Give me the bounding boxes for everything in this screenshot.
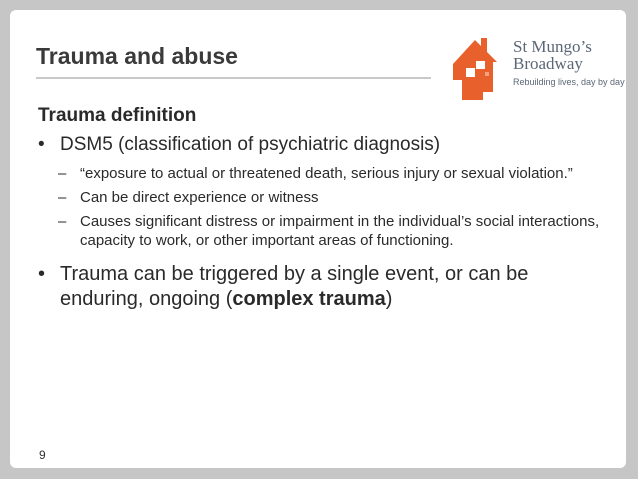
dash-marker: – bbox=[58, 213, 67, 230]
page-number: 9 bbox=[39, 448, 46, 462]
sub-bullet-experience bbox=[38, 188, 613, 207]
slide bbox=[10, 10, 626, 468]
sub-bullet-text: Can be direct experience or witness bbox=[80, 189, 319, 206]
sub-bullet-distress bbox=[38, 212, 613, 250]
slide-body bbox=[38, 105, 613, 320]
bullet-triggered bbox=[38, 262, 613, 312]
sub-bullet-exposure bbox=[38, 164, 613, 183]
logo-name-line2: Broadway bbox=[513, 54, 583, 73]
complex-trauma-emphasis: complex trauma bbox=[232, 288, 386, 310]
title-divider bbox=[36, 77, 431, 79]
dash-marker: – bbox=[58, 165, 67, 182]
sub-bullet-text: “exposure to actual or threatened death, serious injury or sexual violation.” bbox=[80, 165, 573, 182]
bullet-marker: • bbox=[38, 134, 45, 155]
sub-bullet-text: Causes significant distress or impairment in the individual’s social interactions, capacity to work, or other important areas of functioning. bbox=[80, 213, 600, 249]
bullet-text-pre: Trauma can be triggered by a single event, or can be enduring, ongoing ( bbox=[60, 263, 529, 310]
bullet-text-post: ) bbox=[385, 288, 393, 310]
slide-title: Trauma and abuse bbox=[36, 43, 238, 69]
dash-marker: – bbox=[58, 189, 67, 206]
logo-tagline: Rebuilding lives, day by day bbox=[513, 77, 625, 87]
bullet-text: DSM5 (classification of psychiatric diagnosis) bbox=[60, 134, 441, 155]
bullet-dsm5 bbox=[38, 134, 613, 156]
st-mungos-logo bbox=[450, 34, 625, 104]
logo-name-line1: St Mungo’s bbox=[513, 37, 592, 56]
section-heading: Trauma definition bbox=[38, 105, 197, 126]
bullet-marker: • bbox=[38, 263, 46, 285]
house-logo-icon bbox=[450, 34, 510, 100]
